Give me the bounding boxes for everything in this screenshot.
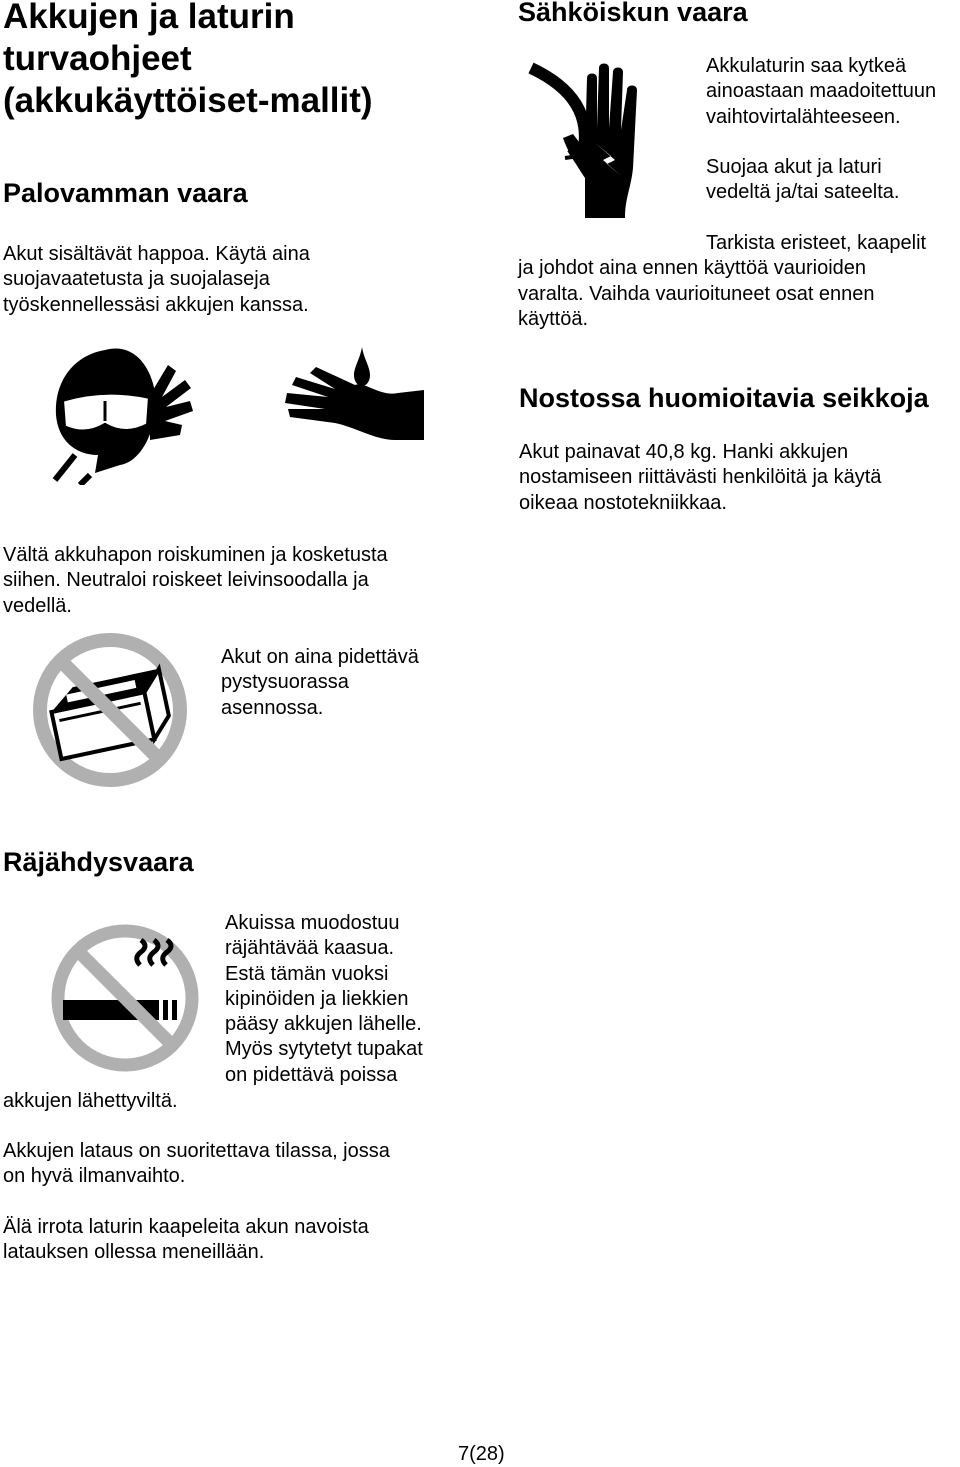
- explosion-text-cont: akkujen lähettyviltä.: [3, 1090, 178, 1112]
- page-title: Akkujen ja laturin turvaohjeet (akkukäyttöiset-mallit): [3, 0, 373, 120]
- lifting-heading: Nostossa huomioitavia seikkoja: [519, 383, 929, 413]
- explosion-text: Akuissa muodostuu räjähtävää kaasua. Estä tämän vuoksi kipinöiden ja liekkien pääsy akkujen lähelle. Myös sytytetyt tupakat on pidettävä poissa: [225, 912, 423, 1086]
- burn-heading: Palovamman vaara: [3, 178, 248, 208]
- explosion-heading: Räjähdysvaara: [3, 847, 194, 877]
- shock-text-3: Tarkista eristeet, kaapelit ja johdot aina ennen käyttöä vaurioiden varalta. Vaihda vaurioituneet osat ennen käyttöä.: [518, 232, 927, 330]
- electric-shock-hand-icon: [525, 58, 665, 228]
- charging-text-1: Akkujen lataus on suoritettava tilassa, jossa on hyvä ilmanvaihto.: [3, 1140, 390, 1188]
- goggles-glove-icon: [50, 345, 200, 485]
- shock-heading: Sähköiskun vaara: [518, 0, 748, 27]
- burn-text: Akut sisältävät happoa. Käytä aina suojavaatetusta ja suojalaseja työskennellessäsi akkujen kanssa.: [3, 243, 310, 316]
- upright-text: Akut on aina pidettävä pystysuorassa asennossa.: [221, 646, 419, 719]
- acid-avoid-text: Vältä akkuhapon roiskuminen ja kosketusta siihen. Neutraloi roiskeet leivinsoodalla ja vedellä.: [3, 544, 388, 617]
- no-smoking-icon: [45, 920, 205, 1080]
- shock-text-2: Suojaa akut ja laturi vedeltä ja/tai sateelta.: [706, 156, 900, 204]
- charging-text-2: Älä irrota laturin kaapeleita akun navoista latauksen ollessa meneillään.: [3, 1216, 369, 1264]
- shock-text-1: Akkulaturin saa kytkeä ainoastaan maadoitettuun vaihtovirtalähteeseen.: [706, 55, 937, 128]
- no-tipping-battery-icon: [28, 628, 193, 793]
- page-number: 7(28): [458, 1443, 505, 1465]
- acid-drop-hand-icon: [280, 345, 430, 445]
- lifting-text: Akut painavat 40,8 kg. Hanki akkujen nostamiseen riittävästi henkilöitä ja käytä oikeaa nostotekniikkaa.: [519, 441, 882, 514]
